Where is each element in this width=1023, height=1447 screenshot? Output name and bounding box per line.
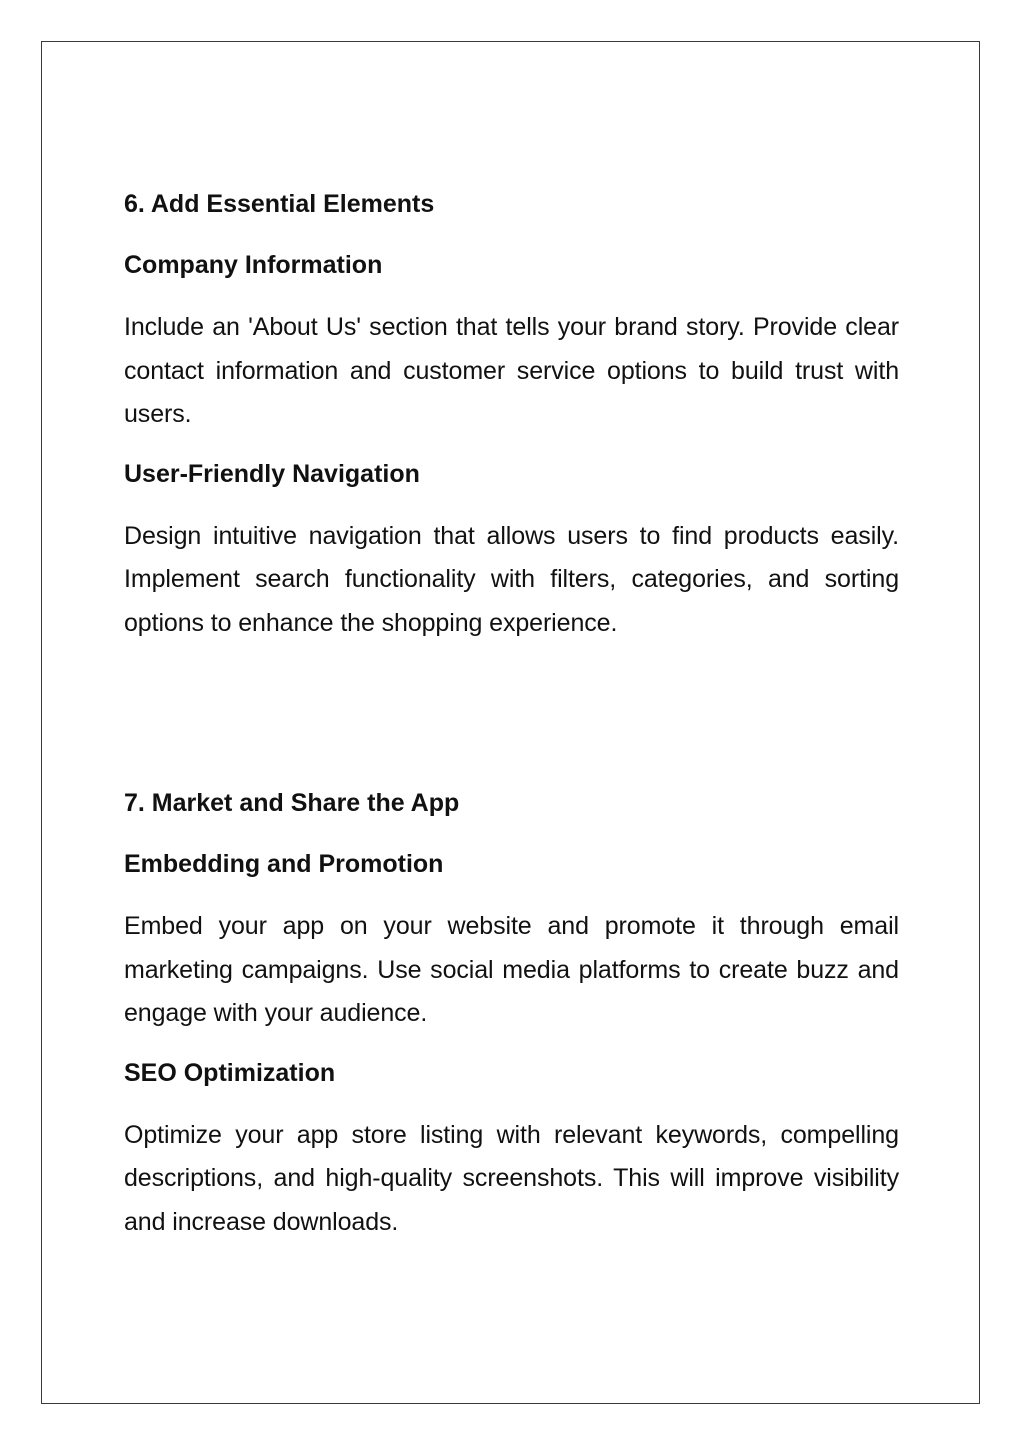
subsection-title-embedding-and-promotion: Embedding and Promotion bbox=[124, 850, 444, 878]
subsection-body-embedding-and-promotion: Embed your app on your website and promote it through email marketing campaigns. Use social media platforms to create buzz and engage with your audience. bbox=[124, 912, 899, 1027]
subsection-body-seo-optimization: Optimize your app store listing with relevant keywords, compelling descriptions, and high-quality screenshots. This will improve visibility and increase downloads. bbox=[124, 1120, 899, 1236]
section-market-and-share bbox=[124, 783, 899, 1261]
subsection-title-seo-optimization: SEO Optimization bbox=[124, 1058, 336, 1087]
section-heading: 7. Market and Share the App bbox=[124, 789, 460, 817]
subsection-title-company-information: Company Information bbox=[124, 251, 383, 279]
subsection-body-company-information: Include an 'About Us' section that tells your brand story. Provide clear contact information and customer service options to build trust with users. bbox=[124, 313, 899, 428]
section-heading: 6. Add Essential Elements bbox=[124, 190, 435, 218]
section-add-essential-elements bbox=[124, 184, 899, 662]
subsection-body-user-friendly-navigation: Design intuitive navigation that allows users to find products easily. Implement search functionality with filters, categories, and sorting options to enhance the shopping experience. bbox=[124, 521, 899, 637]
subsection-title-user-friendly-navigation: User-Friendly Navigation bbox=[124, 459, 420, 488]
